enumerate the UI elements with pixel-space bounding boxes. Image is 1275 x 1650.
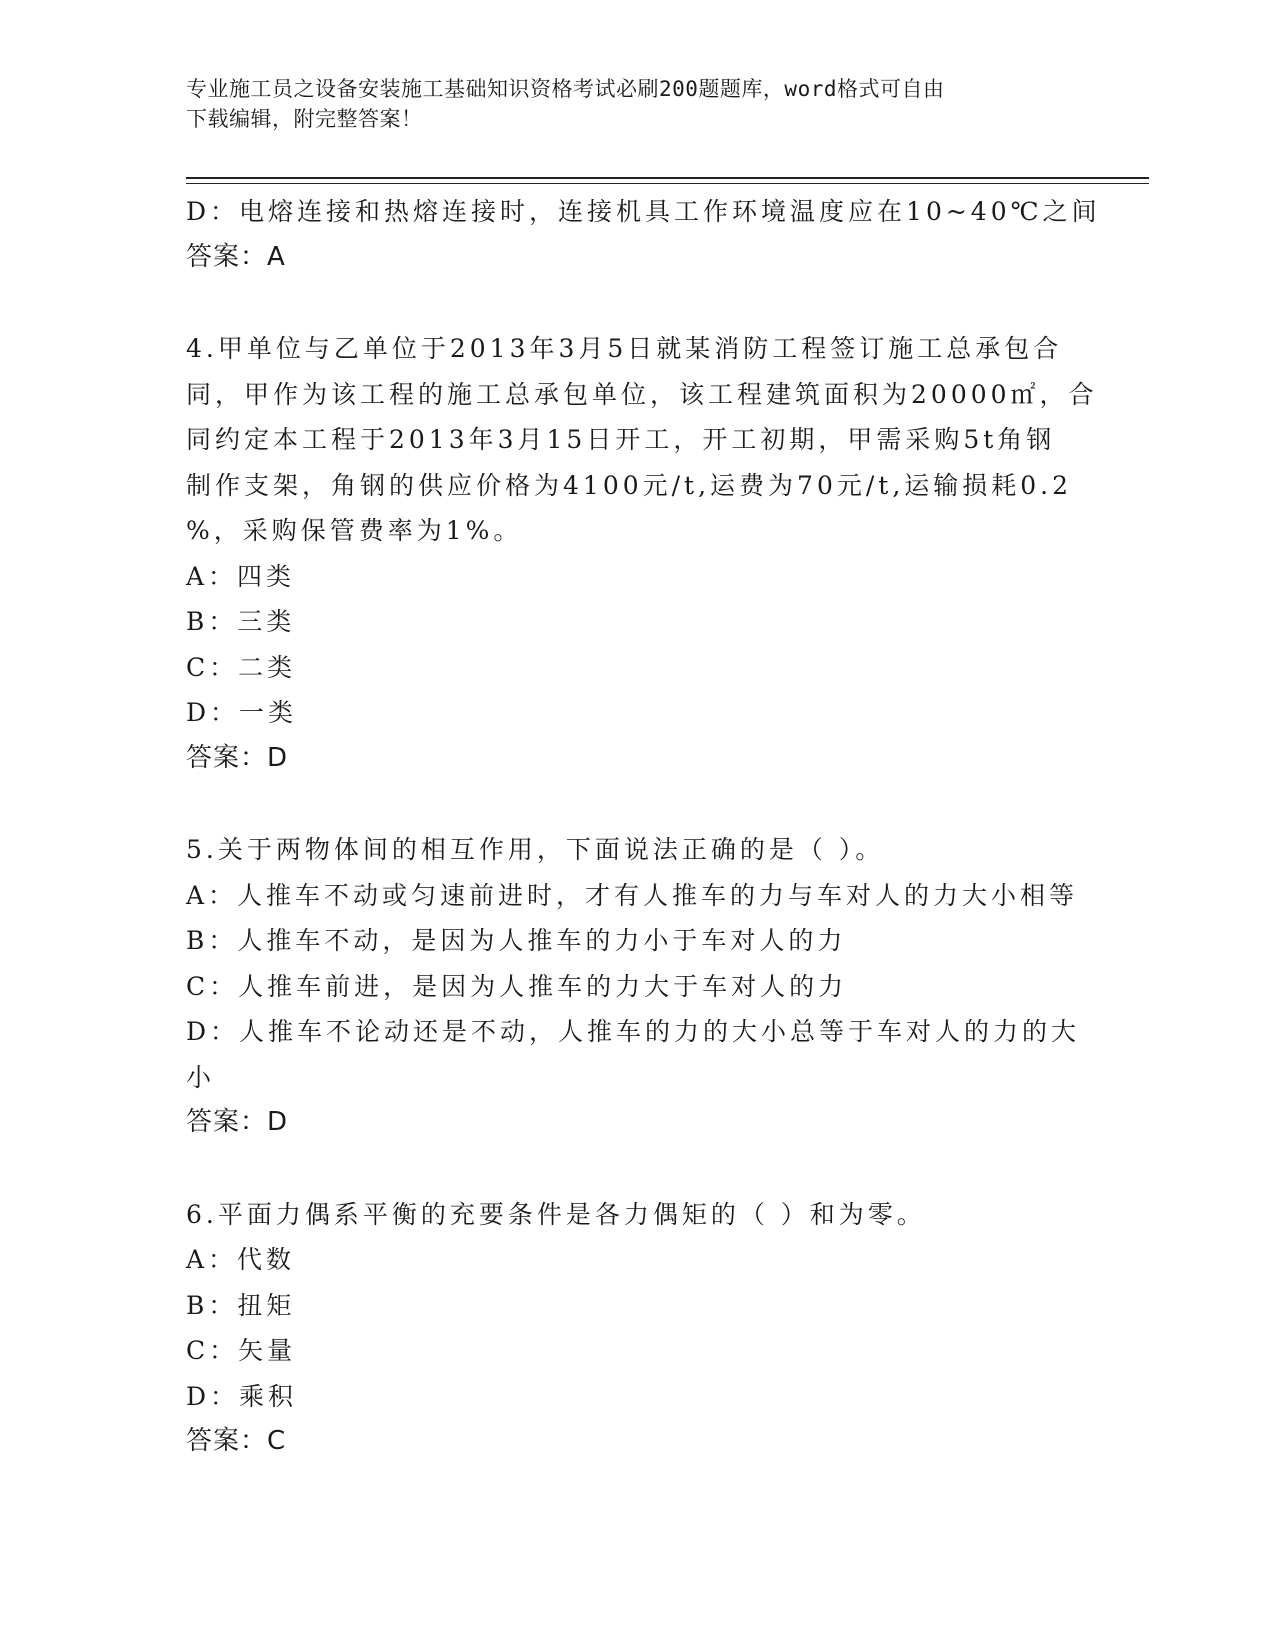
q6-option-d: D：乘积 — [186, 1381, 298, 1411]
q5-option-d-line-1: D：人推车不论动还是不动，人推车的力的大小总等于车对人的力的大 — [186, 1017, 1081, 1046]
q5-option-c: C：人推车前进，是因为人推车的力大于车对人的力 — [186, 971, 848, 1001]
spacer — [186, 280, 1086, 326]
spacer — [186, 781, 1086, 827]
q5-answer: 答案：D — [186, 1107, 289, 1137]
page-header — [186, 74, 1066, 134]
q4-line-3: 同约定本工程于2013年3月15日开工，开工初期，甲需采购5t角钢 — [186, 425, 1056, 454]
spacer — [186, 1146, 1086, 1192]
q5-option-b: B：人推车不动，是因为人推车的力小于车对人的力 — [186, 926, 847, 955]
header-line-1: 专业施工员之设备安装施工基础知识资格考试必刷200题题库，word格式可自由 — [186, 77, 945, 101]
q6-option-a: A：代数 — [186, 1245, 296, 1274]
q4-line-2: 同，甲作为该工程的施工总承包单位，该工程建筑面积为20000㎡，合 — [186, 379, 1098, 409]
header-line-2: 下载编辑，附完整答案！ — [186, 107, 423, 131]
q6-question: 6.平面力偶系平衡的充要条件是各力偶矩的（ ）和为零。 — [186, 1199, 926, 1229]
q5-question: 5.关于两物体间的相互作用，下面说法正确的是（ ）。 — [186, 835, 885, 864]
q4-option-a: A：四类 — [186, 561, 296, 591]
q6-option-b: B：扭矩 — [186, 1290, 296, 1320]
q5-option-d-line-2: 小 — [186, 1062, 216, 1092]
q6-option-c: C：矢量 — [186, 1336, 297, 1365]
header-rule-thin — [186, 183, 1149, 184]
q6-answer: 答案：C — [186, 1426, 287, 1456]
q4-option-b: B：三类 — [186, 607, 296, 636]
q4-line-5: %，采购保管费率为1%。 — [186, 516, 523, 545]
q5-option-a: A：人推车不动或匀速前进时，才有人推车的力与车对人的力大小相等 — [186, 880, 1079, 910]
q4-option-d: D：一类 — [186, 698, 298, 727]
header-rule-thick — [186, 177, 1149, 179]
q4-line-4: 制作支架，角钢的供应价格为4100元/t,运费为70元/t,运输损耗0.2 — [186, 470, 1073, 500]
prev-option-d: D：电熔连接和热熔连接时，连接机具工作环境温度应在10~40℃之间 — [186, 197, 1101, 226]
prev-answer: 答案：A — [186, 241, 286, 272]
q4-line-1: 4.甲单位与乙单位于2013年3月5日就某消防工程签订施工总承包合 — [186, 334, 1063, 363]
document-body — [186, 189, 1101, 1465]
q4-option-c: C：二类 — [186, 652, 297, 682]
q4-answer: 答案：D — [186, 742, 289, 773]
